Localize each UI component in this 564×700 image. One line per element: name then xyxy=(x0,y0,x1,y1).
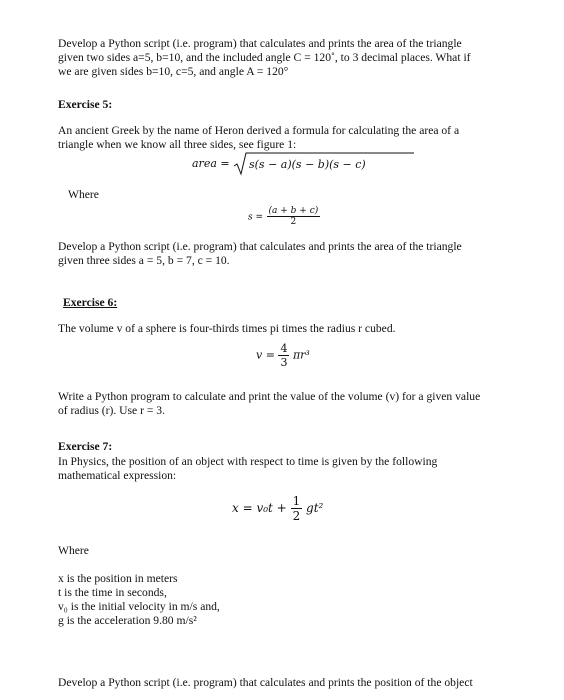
definition-time: t is the time in seconds, xyxy=(58,586,167,599)
denominator: 2 xyxy=(292,509,301,523)
variable-definitions xyxy=(58,572,508,628)
exercise-7-heading: Exercise 7: xyxy=(58,440,113,453)
definition-position: x is the position in meters xyxy=(58,572,178,585)
exercise-5-task xyxy=(58,240,508,268)
formula-lhs: x = v₀t + xyxy=(232,501,287,515)
formula-lhs: v = xyxy=(256,348,275,362)
text-line: given three sides a = 5, b = 7, c = 10. xyxy=(58,254,230,267)
s-formula xyxy=(248,206,320,227)
exercise-6-heading-text: Exercise 6: xyxy=(63,296,118,309)
exercise-6-text: The volume v of a sphere is four-thirds times pi times the radius r cubed. xyxy=(58,322,396,335)
exercise-5-intro xyxy=(58,124,508,152)
sqrt-symbol xyxy=(233,152,415,176)
one-half-fraction xyxy=(291,494,303,523)
heron-formula xyxy=(192,152,415,176)
text-line: An ancient Greek by the name of Heron derived a formula for calculating the area of a xyxy=(58,124,460,137)
numerator: 1 xyxy=(292,494,301,508)
exercise-6-task xyxy=(58,390,508,418)
definition-initial-velocity: v₀ is the initial velocity in m/s and, xyxy=(58,600,220,613)
exercise-7-intro xyxy=(58,455,508,483)
sphere-volume-formula xyxy=(256,342,310,369)
text-line: of radius (r). Use r = 3. xyxy=(58,404,165,417)
formula-rhs: gt² xyxy=(306,501,324,515)
definition-acceleration: g is the acceleration 9.80 m/s² xyxy=(58,614,197,627)
intro-paragraph xyxy=(58,37,508,79)
text-line: given two sides a=5, b=10, and the included angle C = 120˚, to 3 decimal places. What if xyxy=(58,51,471,64)
s-denominator: 2 xyxy=(290,217,297,227)
formula-rhs: πr³ xyxy=(292,348,310,362)
where-label: Where xyxy=(58,544,89,557)
text-line: mathematical expression: xyxy=(58,469,177,482)
exercise-5-heading: Exercise 5: xyxy=(58,98,113,111)
text-line: Develop a Python script (i.e. program) that calculates and prints the area of the triangle xyxy=(58,240,462,253)
formula-lhs: area = xyxy=(192,157,230,170)
text-line: Write a Python program to calculate and print the value of the volume (v) for a given value xyxy=(58,390,481,403)
four-thirds-fraction xyxy=(278,342,289,369)
s-numerator: (a + b + c) xyxy=(268,206,319,216)
exercise-6-heading xyxy=(63,296,513,310)
formula-radicand: s(s − a)(s − b)(s − c) xyxy=(249,158,366,171)
position-formula xyxy=(232,494,323,523)
footer-task: Develop a Python script (i.e. program) that calculates and prints the position of the object xyxy=(58,676,473,689)
text-line: In Physics, the position of an object with respect to time is given by the following xyxy=(58,455,438,468)
text-line: Develop a Python script (i.e. program) that calculates and prints the area of the triangle xyxy=(58,37,462,50)
s-fraction xyxy=(267,206,321,227)
where-label: Where xyxy=(68,188,99,201)
text-line: triangle when we know all three sides, see figure 1: xyxy=(58,138,297,151)
s-lhs: s = xyxy=(248,212,264,223)
text-line: we are given sides b=10, c=5, and angle A = 120° xyxy=(58,65,289,78)
numerator: 4 xyxy=(280,342,288,355)
denominator: 3 xyxy=(280,356,288,369)
